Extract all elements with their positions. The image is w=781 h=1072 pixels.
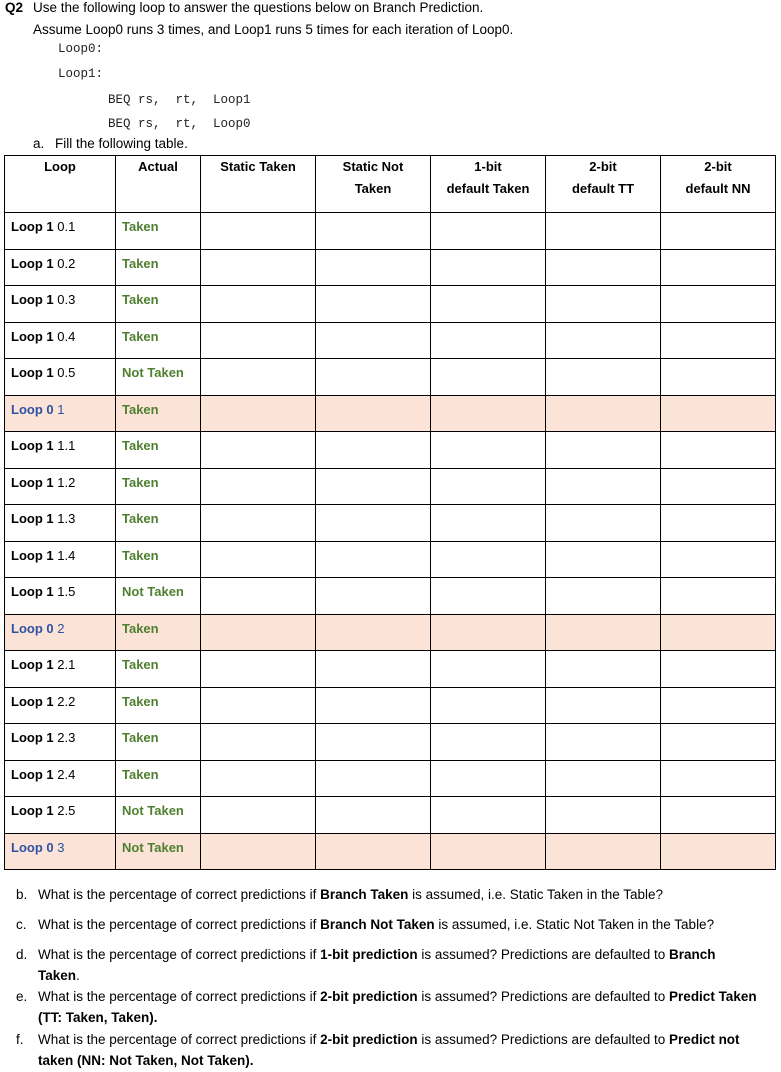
cell-loop xyxy=(5,249,116,286)
cell-2bit-default-tt[interactable] xyxy=(546,541,661,578)
loop-label: Loop 1 xyxy=(11,766,54,782)
loop-label: Loop 0 xyxy=(11,401,54,417)
cell-loop xyxy=(5,395,116,432)
code-line-beq-loop1: BEQ rs, rt, Loop1 xyxy=(108,93,251,107)
loop-label: Loop 1 xyxy=(11,584,54,599)
cell-actual: Taken xyxy=(116,468,201,505)
cell-actual: Not Taken xyxy=(116,359,201,396)
cell-1bit-default-taken[interactable] xyxy=(431,213,546,250)
cell-2bit-default-tt[interactable] xyxy=(546,213,661,250)
loop-iteration: 3 xyxy=(57,839,65,855)
cell-2bit-default-nn[interactable] xyxy=(661,724,776,761)
loop-iteration: 2.1 xyxy=(57,657,76,672)
cell-2bit-default-nn[interactable] xyxy=(661,286,776,323)
question-text-segment: is assumed? Predictions are defaulted to xyxy=(417,989,670,1004)
question-text-segment: . xyxy=(76,968,80,983)
cell-2bit-default-nn[interactable] xyxy=(661,359,776,396)
table-row xyxy=(5,541,776,578)
cell-static-not-taken[interactable] xyxy=(316,724,431,761)
cell-static-not-taken[interactable] xyxy=(316,541,431,578)
loop-label: Loop 1 xyxy=(11,255,54,271)
cell-actual: Taken xyxy=(116,651,201,688)
loop-iteration: 2.3 xyxy=(57,730,76,745)
cell-loop xyxy=(5,578,116,615)
cell-static-not-taken[interactable] xyxy=(316,395,431,432)
question-item xyxy=(16,944,756,986)
cell-1bit-default-taken[interactable] xyxy=(431,724,546,761)
question-emphasis: Predict Taken (TT: Taken, Taken). xyxy=(38,989,757,1025)
question-emphasis: 1-bit prediction xyxy=(320,947,418,962)
cell-static-taken[interactable] xyxy=(201,797,316,834)
question-intro: Use the following loop to answer the questions below on Branch Prediction. xyxy=(33,0,484,15)
cell-static-taken[interactable] xyxy=(201,432,316,469)
loop-iteration: 2.4 xyxy=(57,766,76,782)
cell-2bit-default-nn[interactable] xyxy=(661,541,776,578)
header-2bit-default-tt: 2-bit default TT xyxy=(546,156,661,213)
question-text-segment: What is the percentage of correct predictions if xyxy=(38,947,321,962)
cell-2bit-default-tt[interactable] xyxy=(546,395,661,432)
loop-iteration: 2.5 xyxy=(57,803,76,818)
code-line-loop0-label: Loop0: xyxy=(58,42,104,56)
cell-2bit-default-nn[interactable] xyxy=(661,760,776,797)
header-actual: Actual xyxy=(116,156,201,213)
question-text-segment: What is the percentage of correct predictions if xyxy=(38,887,321,902)
cell-2bit-default-nn[interactable] xyxy=(661,468,776,505)
cell-1bit-default-taken[interactable] xyxy=(431,359,546,396)
question-text xyxy=(38,1029,758,1071)
cell-actual: Not Taken xyxy=(116,797,201,834)
loop-iteration: 0.5 xyxy=(57,365,76,380)
loop-label: Loop 1 xyxy=(11,365,54,380)
cell-2bit-default-nn[interactable] xyxy=(661,322,776,359)
question-text-segment: is assumed, i.e. Static Not Taken in the Table? xyxy=(434,917,715,932)
cell-2bit-default-tt[interactable] xyxy=(546,651,661,688)
question-item xyxy=(16,914,756,935)
question-letter: b. xyxy=(16,887,28,902)
cell-1bit-default-taken[interactable] xyxy=(431,249,546,286)
cell-static-not-taken[interactable] xyxy=(316,687,431,724)
cell-2bit-default-nn[interactable] xyxy=(661,213,776,250)
loop-label: Loop 1 xyxy=(11,438,54,453)
cell-actual: Taken xyxy=(116,395,201,432)
question-text xyxy=(38,884,758,905)
cell-static-taken[interactable] xyxy=(201,687,316,724)
question-emphasis: Branch Taken xyxy=(320,887,409,902)
question-number: Q2 xyxy=(5,0,24,15)
table-row xyxy=(5,432,776,469)
table-row xyxy=(5,687,776,724)
cell-actual: Taken xyxy=(116,614,201,651)
question-emphasis: 2-bit prediction xyxy=(320,1032,418,1047)
loop-iteration: 0.1 xyxy=(57,219,76,234)
question-emphasis: Branch Not Taken xyxy=(320,917,435,932)
cell-loop xyxy=(5,286,116,323)
loop-iteration: 1.5 xyxy=(57,584,76,599)
cell-static-not-taken[interactable] xyxy=(316,833,431,870)
cell-2bit-default-tt[interactable] xyxy=(546,468,661,505)
table-row xyxy=(5,359,776,396)
cell-static-taken[interactable] xyxy=(201,468,316,505)
cell-actual: Taken xyxy=(116,213,201,250)
question-text-segment: What is the percentage of correct predictions if xyxy=(38,989,321,1004)
loop-label: Loop 1 xyxy=(11,693,54,709)
table-row xyxy=(5,797,776,834)
cell-static-not-taken[interactable] xyxy=(316,505,431,542)
loop-label: Loop 1 xyxy=(11,328,54,344)
loop-label: Loop 1 xyxy=(11,292,54,307)
cell-static-taken[interactable] xyxy=(201,249,316,286)
cell-static-taken[interactable] xyxy=(201,359,316,396)
cell-loop xyxy=(5,724,116,761)
cell-2bit-default-nn[interactable] xyxy=(661,395,776,432)
cell-static-taken[interactable] xyxy=(201,286,316,323)
cell-static-taken[interactable] xyxy=(201,541,316,578)
cell-loop xyxy=(5,322,116,359)
cell-static-taken[interactable] xyxy=(201,578,316,615)
cell-static-not-taken[interactable] xyxy=(316,359,431,396)
header-1bit-default-taken: 1-bit default Taken xyxy=(431,156,546,213)
code-line-beq-loop0: BEQ rs, rt, Loop0 xyxy=(108,117,251,131)
cell-2bit-default-nn[interactable] xyxy=(661,505,776,542)
loop-iteration: 2 xyxy=(57,620,65,636)
question-text-segment: What is the percentage of correct predictions if xyxy=(38,917,321,932)
header-static-not-taken: Static Not Taken xyxy=(316,156,431,213)
cell-2bit-default-tt[interactable] xyxy=(546,797,661,834)
table-row-outer-loop xyxy=(5,614,776,651)
cell-actual: Taken xyxy=(116,249,201,286)
cell-actual: Taken xyxy=(116,505,201,542)
cell-loop xyxy=(5,359,116,396)
cell-actual: Taken xyxy=(116,541,201,578)
question-assumption: Assume Loop0 runs 3 times, and Loop1 runs 5 times for each iteration of Loop0. xyxy=(33,22,514,37)
cell-2bit-default-nn[interactable] xyxy=(661,687,776,724)
loop-iteration: 1.4 xyxy=(57,547,76,563)
cell-2bit-default-tt[interactable] xyxy=(546,578,661,615)
table-row xyxy=(5,249,776,286)
loop-iteration: 1.3 xyxy=(57,511,76,526)
cell-2bit-default-nn[interactable] xyxy=(661,578,776,615)
cell-2bit-default-tt[interactable] xyxy=(546,249,661,286)
table-row xyxy=(5,760,776,797)
question-letter: f. xyxy=(16,1032,24,1047)
header-2bit-default-nn: 2-bit default NN xyxy=(661,156,776,213)
cell-loop xyxy=(5,432,116,469)
cell-static-taken[interactable] xyxy=(201,395,316,432)
cell-1bit-default-taken[interactable] xyxy=(431,578,546,615)
cell-2bit-default-nn[interactable] xyxy=(661,249,776,286)
table-row xyxy=(5,724,776,761)
question-item xyxy=(16,884,756,905)
cell-1bit-default-taken[interactable] xyxy=(431,541,546,578)
cell-2bit-default-tt[interactable] xyxy=(546,432,661,469)
question-text xyxy=(38,986,758,1028)
table-row-outer-loop xyxy=(5,833,776,870)
cell-actual: Taken xyxy=(116,322,201,359)
cell-2bit-default-tt[interactable] xyxy=(546,760,661,797)
loop-iteration: 1.2 xyxy=(57,474,76,490)
cell-loop xyxy=(5,213,116,250)
table-row xyxy=(5,578,776,615)
prediction-table xyxy=(4,155,776,870)
cell-1bit-default-taken[interactable] xyxy=(431,395,546,432)
cell-static-not-taken[interactable] xyxy=(316,213,431,250)
loop-iteration: 1 xyxy=(57,401,65,417)
cell-1bit-default-taken[interactable] xyxy=(431,833,546,870)
cell-loop xyxy=(5,468,116,505)
question-text xyxy=(38,914,758,935)
header-static-taken: Static Taken xyxy=(201,156,316,213)
cell-static-taken[interactable] xyxy=(201,760,316,797)
cell-loop xyxy=(5,797,116,834)
loop-iteration: 2.2 xyxy=(57,693,76,709)
loop-label: Loop 1 xyxy=(11,547,54,563)
loop-iteration: 0.3 xyxy=(57,292,76,307)
question-text xyxy=(38,944,758,986)
cell-2bit-default-nn[interactable] xyxy=(661,797,776,834)
cell-1bit-default-taken[interactable] xyxy=(431,322,546,359)
cell-actual: Taken xyxy=(116,286,201,323)
cell-static-not-taken[interactable] xyxy=(316,760,431,797)
cell-actual: Not Taken xyxy=(116,833,201,870)
question-emphasis: 2-bit prediction xyxy=(320,989,418,1004)
cell-static-not-taken[interactable] xyxy=(316,286,431,323)
question-letter: d. xyxy=(16,947,28,962)
loop-label: Loop 0 xyxy=(11,839,54,855)
cell-2bit-default-nn[interactable] xyxy=(661,833,776,870)
cell-2bit-default-tt[interactable] xyxy=(546,359,661,396)
question-text-segment: is assumed? Predictions are defaulted to xyxy=(417,1032,670,1047)
loop-label: Loop 1 xyxy=(11,511,54,526)
question-letter: e. xyxy=(16,989,28,1004)
cell-static-not-taken[interactable] xyxy=(316,614,431,651)
cell-static-taken[interactable] xyxy=(201,724,316,761)
cell-loop xyxy=(5,505,116,542)
cell-loop xyxy=(5,760,116,797)
cell-1bit-default-taken[interactable] xyxy=(431,286,546,323)
loop-label: Loop 1 xyxy=(11,474,54,490)
question-item xyxy=(16,986,756,1028)
cell-2bit-default-tt[interactable] xyxy=(546,833,661,870)
cell-2bit-default-nn[interactable] xyxy=(661,614,776,651)
cell-static-not-taken[interactable] xyxy=(316,432,431,469)
cell-actual: Not Taken xyxy=(116,578,201,615)
cell-2bit-default-tt[interactable] xyxy=(546,322,661,359)
question-emphasis: Predict not taken (NN: Not Taken, Not Taken). xyxy=(38,1032,740,1068)
cell-static-taken[interactable] xyxy=(201,651,316,688)
table-row xyxy=(5,286,776,323)
question-emphasis: Branch Taken xyxy=(38,947,716,983)
table-row xyxy=(5,468,776,505)
table-row xyxy=(5,505,776,542)
cell-static-not-taken[interactable] xyxy=(316,797,431,834)
loop-iteration: 1.1 xyxy=(57,438,76,453)
cell-static-not-taken[interactable] xyxy=(316,578,431,615)
cell-1bit-default-taken[interactable] xyxy=(431,614,546,651)
loop-label: Loop 1 xyxy=(11,219,54,234)
cell-2bit-default-tt[interactable] xyxy=(546,505,661,542)
cell-2bit-default-tt[interactable] xyxy=(546,286,661,323)
table-row xyxy=(5,651,776,688)
question-text-segment: is assumed? Predictions are defaulted to xyxy=(417,947,670,962)
loop-label: Loop 1 xyxy=(11,803,54,818)
cell-2bit-default-nn[interactable] xyxy=(661,432,776,469)
cell-1bit-default-taken[interactable] xyxy=(431,432,546,469)
table-row xyxy=(5,322,776,359)
cell-actual: Taken xyxy=(116,760,201,797)
part-a-letter: a. xyxy=(33,136,45,151)
cell-1bit-default-taken[interactable] xyxy=(431,760,546,797)
loop-label: Loop 1 xyxy=(11,730,54,745)
cell-actual: Taken xyxy=(116,687,201,724)
cell-static-not-taken[interactable] xyxy=(316,468,431,505)
loop-label: Loop 0 xyxy=(11,620,54,636)
cell-actual: Taken xyxy=(116,432,201,469)
cell-2bit-default-tt[interactable] xyxy=(546,614,661,651)
question-item xyxy=(16,1029,756,1071)
table-row xyxy=(5,213,776,250)
cell-static-not-taken[interactable] xyxy=(316,651,431,688)
question-letter: c. xyxy=(16,917,27,932)
cell-1bit-default-taken[interactable] xyxy=(431,505,546,542)
header-loop: Loop xyxy=(5,156,116,213)
cell-loop xyxy=(5,651,116,688)
loop-iteration: 0.2 xyxy=(57,255,76,271)
cell-1bit-default-taken[interactable] xyxy=(431,468,546,505)
cell-2bit-default-nn[interactable] xyxy=(661,651,776,688)
cell-1bit-default-taken[interactable] xyxy=(431,797,546,834)
question-text-segment: What is the percentage of correct predictions if xyxy=(38,1032,321,1047)
cell-static-taken[interactable] xyxy=(201,322,316,359)
cell-static-taken[interactable] xyxy=(201,213,316,250)
cell-loop xyxy=(5,614,116,651)
part-a-text: Fill the following table. xyxy=(55,136,188,151)
cell-2bit-default-tt[interactable] xyxy=(546,687,661,724)
cell-static-taken[interactable] xyxy=(201,833,316,870)
cell-static-taken[interactable] xyxy=(201,505,316,542)
cell-loop xyxy=(5,541,116,578)
question-text-segment: is assumed, i.e. Static Taken in the Table? xyxy=(408,887,664,902)
cell-static-taken[interactable] xyxy=(201,614,316,651)
cell-loop xyxy=(5,833,116,870)
cell-static-not-taken[interactable] xyxy=(316,322,431,359)
cell-1bit-default-taken[interactable] xyxy=(431,687,546,724)
table-header-row xyxy=(5,156,776,213)
loop-iteration: 0.4 xyxy=(57,328,76,344)
code-line-loop1-label: Loop1: xyxy=(58,67,104,81)
cell-1bit-default-taken[interactable] xyxy=(431,651,546,688)
cell-actual: Taken xyxy=(116,724,201,761)
cell-loop xyxy=(5,687,116,724)
cell-2bit-default-tt[interactable] xyxy=(546,724,661,761)
loop-label: Loop 1 xyxy=(11,657,54,672)
table-row-outer-loop xyxy=(5,395,776,432)
cell-static-not-taken[interactable] xyxy=(316,249,431,286)
